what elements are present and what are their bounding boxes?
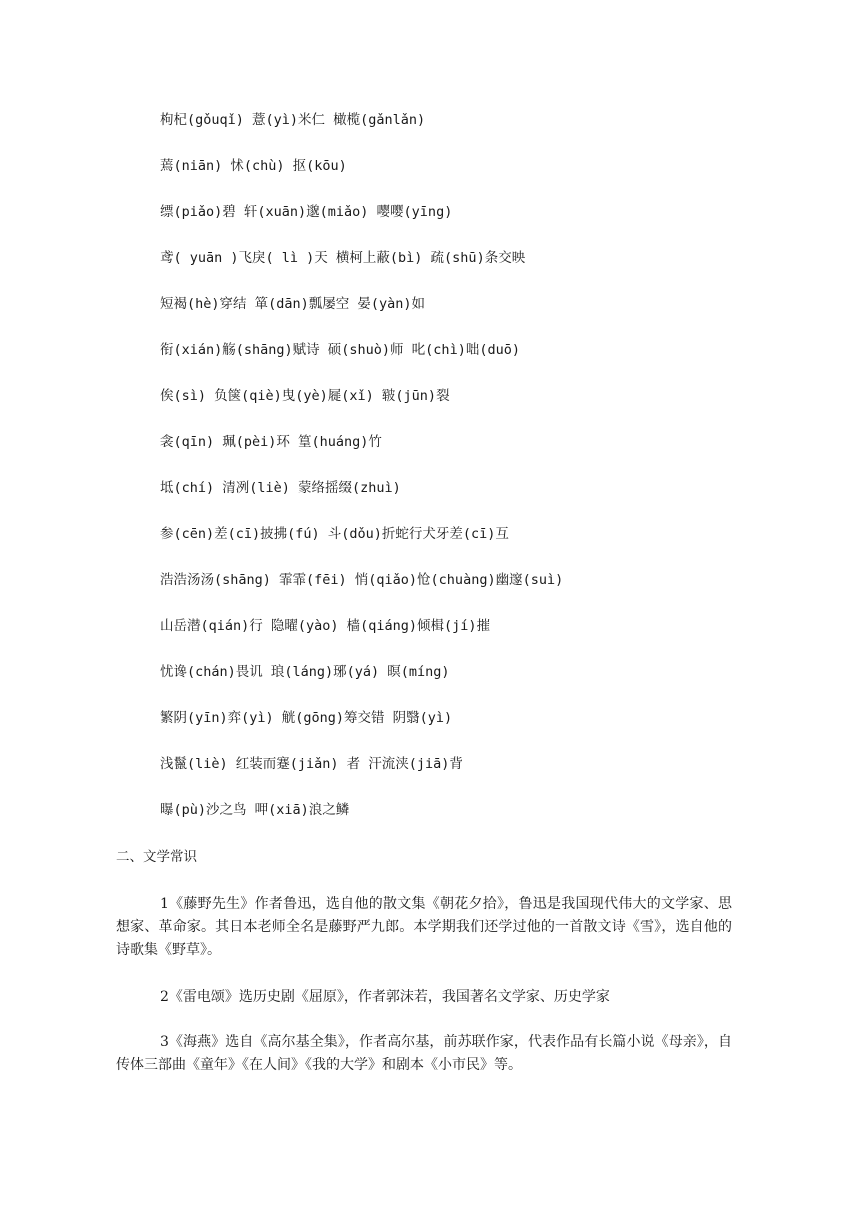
vocab-line: 缥(piǎo)碧 轩(xuān)邈(miǎo) 嘤嘤(yīng) [160,204,453,220]
vocab-line: 枸杞(gǒuqǐ) 薏(yì)米仁 橄榄(gǎnlǎn) [160,112,426,128]
vocab-line: 浩浩汤汤(shāng) 霏霏(fēi) 悄(qiǎo)怆(chuàng)幽邃(suì) [160,572,564,588]
vocab-line: 繁阴(yīn)弈(yì) 觥(gōng)筹交错 阴翳(yì) [160,710,453,726]
section-heading: 二、文学常识 [116,849,197,865]
paragraph: 2《雷电颂》选历史剧《屈原》，作者郭沫若，我国著名文学家、历史学家 [160,989,610,1005]
vocab-line: 坻(chí) 清冽(liè) 蒙络摇缀(zhuì) [160,480,401,496]
vocab-line: 衾(qīn) 珮(pèi)环 篁(huáng)竹 [160,434,382,450]
paragraph: 1《藤野先生》作者鲁迅，选自他的散文集《朝花夕拾》，鲁迅是我国现代伟大的文学家、思想家、革命家。其日本老师全名是藤野严九郎。本学期我们还学过他的一首散文诗《雪》，选自他的诗歌集《野草》。 [116,896,732,958]
vocab-line: 短褐(hè)穿结 箪(dān)瓢屡空 晏(yàn)如 [160,296,426,312]
vocab-line: 参(cēn)差(cī)披拂(fú) 斗(dǒu)折蛇行犬牙差(cī)互 [160,526,509,542]
vocab-line: 忧谗(chán)畏讥 琅(láng)琊(yá) 暝(míng) [160,664,450,680]
vocab-line: 鸢( yuān )飞戾( lì )天 横柯上蔽(bì) 疏(shū)条交映 [160,250,526,266]
vocab-line: 浅鬣(liè) 红装而蹇(jiǎn) 者 汗流浃(jiā)背 [160,756,463,772]
vocab-line: 俟(sì) 负箧(qiè)曳(yè)屣(xǐ) 皲(jūn)裂 [160,388,450,404]
vocab-line: 衔(xián)觞(shāng)赋诗 硕(shuò)师 叱(chì)咄(duō) [160,342,520,358]
vocab-line: 山岳潜(qián)行 隐曜(yào) 樯(qiáng)倾楫(jí)摧 [160,618,491,634]
vocab-line: 曝(pù)沙之鸟 呷(xiā)浪之鳞 [160,802,350,818]
paragraph: 3《海燕》选自《高尔基全集》，作者高尔基，前苏联作家，代表作品有长篇小说《母亲》，自传体三部曲《童年》《在人间》《我的大学》和剧本《小市民》等。 [116,1034,732,1073]
vocab-line: 蔫(niān) 怵(chù) 抠(kōu) [160,158,347,174]
